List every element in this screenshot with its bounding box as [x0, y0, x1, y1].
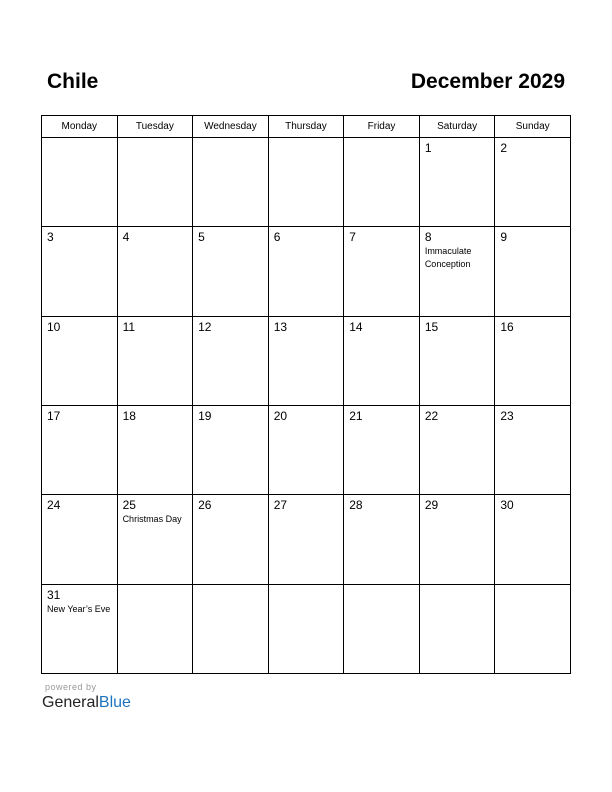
day-number: 1	[424, 141, 432, 155]
day-number: 31	[47, 587, 61, 602]
day-cell	[42, 405, 118, 494]
day-cell	[117, 405, 193, 494]
day-cell	[268, 316, 344, 405]
holiday-label: New Year’s Eve	[47, 603, 111, 614]
week-row	[42, 495, 571, 584]
day-cell	[193, 316, 269, 405]
day-number: 6	[273, 230, 281, 245]
weekday-saturday: Saturday	[419, 116, 495, 138]
weekday-thursday: Thursday	[268, 116, 344, 138]
day-cell	[495, 495, 571, 584]
country-title: Chile	[47, 70, 99, 93]
day-cell	[419, 138, 495, 227]
day-number: 15	[424, 319, 439, 334]
weekday-monday: Monday	[42, 116, 118, 138]
day-cell	[344, 227, 420, 316]
day-cell	[42, 316, 118, 405]
weekday-header-row	[42, 116, 571, 138]
week-row	[42, 227, 571, 316]
day-cell	[268, 584, 344, 673]
day-number: 29	[424, 498, 439, 513]
brand-logo[interactable]	[42, 694, 131, 712]
day-cell	[419, 584, 495, 673]
week-row	[42, 405, 571, 494]
holiday-label: Immaculate Conception	[424, 246, 472, 270]
holiday-label: Christmas Day	[122, 514, 182, 525]
day-number: 4	[122, 230, 130, 245]
day-cell	[193, 584, 269, 673]
brand-general: General	[42, 694, 99, 711]
day-number: 20	[273, 408, 288, 423]
day-cell	[419, 495, 495, 584]
day-number: 8	[424, 230, 432, 245]
day-cell	[268, 405, 344, 494]
week-row	[42, 316, 571, 405]
day-number: 26	[198, 498, 212, 513]
day-cell	[495, 405, 571, 494]
day-cell	[419, 227, 495, 316]
day-cell	[42, 227, 118, 316]
day-cell	[117, 316, 193, 405]
week-row	[42, 138, 571, 227]
day-cell	[117, 227, 193, 316]
day-number: 10	[47, 319, 61, 334]
day-cell	[42, 495, 118, 584]
day-number: 16	[500, 319, 514, 334]
day-number: 7	[349, 230, 356, 245]
calendar-grid	[41, 115, 571, 674]
weekday-sunday: Sunday	[495, 116, 571, 138]
day-number: 17	[47, 408, 61, 423]
day-number: 3	[47, 230, 54, 245]
day-cell	[268, 138, 344, 227]
day-number: 11	[122, 319, 136, 334]
day-cell	[344, 405, 420, 494]
day-number: 12	[198, 319, 212, 334]
day-cell	[495, 316, 571, 405]
brand-blue: Blue	[98, 694, 131, 711]
day-cell	[193, 405, 269, 494]
day-number: 19	[198, 408, 212, 423]
day-cell	[495, 227, 571, 316]
day-cell	[42, 138, 118, 227]
day-cell	[117, 584, 193, 673]
day-cell	[268, 495, 344, 584]
day-cell	[268, 227, 344, 316]
day-cell	[344, 138, 420, 227]
day-number: 23	[500, 408, 514, 423]
powered-by-label: powered by	[45, 682, 97, 692]
day-number: 24	[47, 498, 61, 513]
day-cell	[344, 495, 420, 584]
day-number: 30	[500, 498, 514, 513]
day-number: 13	[273, 319, 288, 334]
day-number: 9	[500, 230, 508, 245]
weekday-friday: Friday	[344, 116, 420, 138]
day-number: 27	[273, 498, 288, 513]
day-number: 28	[349, 498, 363, 513]
day-number: 14	[349, 319, 363, 334]
week-row	[42, 584, 571, 673]
day-cell	[117, 495, 193, 584]
day-cell	[419, 316, 495, 405]
day-cell	[344, 316, 420, 405]
weekday-tuesday: Tuesday	[117, 116, 193, 138]
day-number: 5	[198, 230, 205, 245]
month-title: December 2029	[410, 70, 565, 93]
day-cell	[42, 584, 118, 673]
day-number: 21	[349, 408, 363, 423]
day-cell	[117, 138, 193, 227]
weekday-wednesday: Wednesday	[193, 116, 269, 138]
day-cell	[495, 138, 571, 227]
day-number: 2	[500, 141, 508, 155]
day-cell	[344, 584, 420, 673]
day-cell	[193, 227, 269, 316]
day-cell	[193, 138, 269, 227]
day-cell	[193, 495, 269, 584]
day-cell	[419, 405, 495, 494]
day-number: 25	[122, 498, 136, 513]
day-cell	[495, 584, 571, 673]
day-number: 18	[122, 408, 136, 423]
day-number: 22	[424, 408, 439, 423]
